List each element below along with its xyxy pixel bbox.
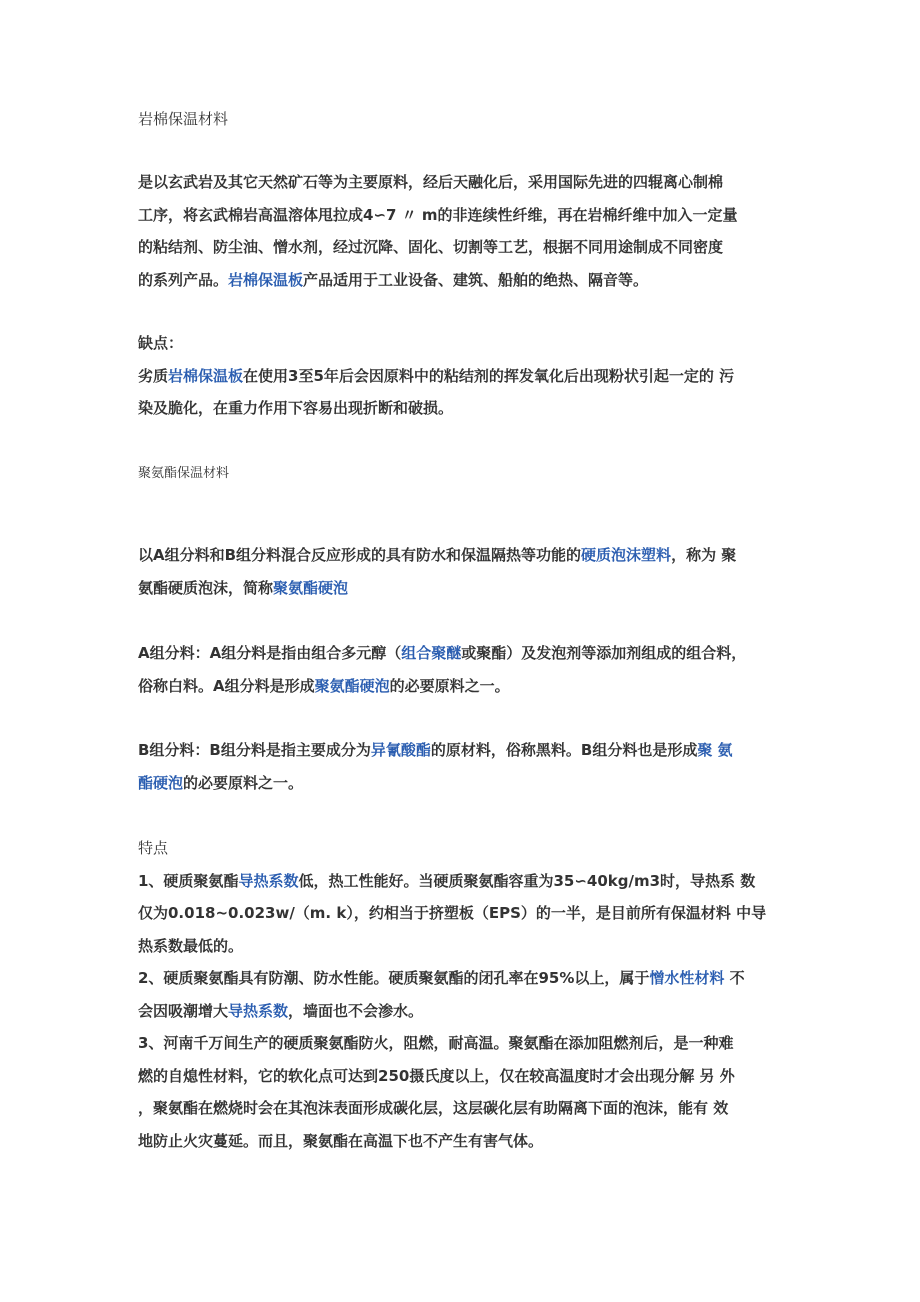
text-line: 俗称白料。A组分料是形成聚氨酯硬泡的必要原料之一。 <box>138 676 510 695</box>
link-rockwool-board[interactable]: 岩棉保温板 <box>228 270 304 289</box>
link-thermal-conductivity[interactable]: 导热系数 <box>238 871 299 890</box>
link-hydrophobic-material[interactable]: 憎水性材料 <box>649 969 725 987</box>
text-line: 氨酯硬质泡沫，简称聚氨酯硬泡 <box>138 578 349 597</box>
text-line: 劣质岩棉保温板在使用3至5年后会因原料中的粘结剂的挥发氧化后出现粉状引起一定的 污 <box>138 366 735 385</box>
features-block <box>138 832 798 1157</box>
section-title-rockwool: 岩棉保温材料 <box>138 110 229 128</box>
disadvantage-block <box>138 327 798 425</box>
polyurethane-intro <box>138 539 798 604</box>
link-isocyanate[interactable]: 异氰酸酯 <box>370 741 431 759</box>
text-line: 的系列产品。岩棉保温板产品适用于工业设备、建筑、船舶的绝热、隔音等。 <box>138 270 649 289</box>
text-line: 以A组分料和B组分料混合反应形成的具有防水和保温隔热等功能的硬质泡沫塑料，称为 聚 <box>138 546 737 564</box>
rockwool-description <box>138 166 798 296</box>
disadvantage-label: 缺点： <box>138 334 184 352</box>
text-line: B组分料：B组分料是指主要成分为异氰酸酯的原材料，俗称黑料。B组分料也是形成聚 氨 <box>138 741 733 759</box>
section-title-polyurethane: 聚氨酯保温材料 <box>138 466 230 481</box>
features-title: 特点 <box>138 839 169 857</box>
text-line: 是以玄武岩及其它天然矿石等为主要原料，经后天融化后，采用国际先进的四辊离心制棉 <box>138 173 724 191</box>
text-line: ，聚氨酯在燃烧时会在其泡沫表面形成碳化层，这层碳化层有助隔离下面的泡沫，能有 效 <box>138 1099 729 1117</box>
a-component-block <box>138 637 798 702</box>
text-line: 1、硬质聚氨酯导热系数低，热工性能好。当硬质聚氨酯容重为35∽40kg/m3时，导热系 数 <box>138 871 756 890</box>
link-combined-polyether[interactable]: 组合聚醚 <box>401 644 462 662</box>
text-line: 酯硬泡的必要原料之一。 <box>138 773 304 792</box>
text-line: 工序，将玄武棉岩高温溶体甩拉成4∽7 〃 m的非连续性纤维，再在岩棉纤维中加入一定量 <box>138 205 738 224</box>
link-rockwool-board-2[interactable]: 岩棉保温板 <box>168 366 244 385</box>
link-thermal-conductivity-2[interactable]: 导热系数 <box>228 1001 289 1020</box>
text-line: 2、硬质聚氨酯具有防潮、防水性能。硬质聚氨酯的闭孔率在95%以上，属于憎水性材料 不 <box>138 969 745 987</box>
link-pu-rigid-foam-3b[interactable]: 酯硬泡 <box>138 773 184 792</box>
text-line: 3、河南千万间生产的硬质聚氨酯防火，阻燃，耐高温。聚氨酯在添加阻燃剂后，是一种难 <box>138 1034 734 1052</box>
text-line: 的粘结剂、防尘油、憎水剂，经过沉降、固化、切割等工艺，根据不同用途制成不同密度 <box>138 238 724 256</box>
text-line: 热系数最低的。 <box>138 936 244 955</box>
link-pu-rigid-foam-2[interactable]: 聚氨酯硬泡 <box>314 676 390 695</box>
text-line: A组分料：A组分料是指由组合多元醇（组合聚醚或聚酯）及发泡剂等添加剂组成的组合料， <box>138 644 747 662</box>
b-component-block <box>138 734 798 799</box>
text-line: 仅为0.018~0.023w/（m. k），约相当于挤塑板（EPS）的一半，是目前所有保温材料 中导 <box>138 904 767 922</box>
text-line: 染及脆化，在重力作用下容易出现折断和破损。 <box>138 399 454 417</box>
text-line: 会因吸潮增大导热系数，墙面也不会渗水。 <box>138 1001 424 1020</box>
text-line: 燃的自熄性材料，它的软化点可达到250摄氏度以上，仅在较高温度时才会出现分解 另 外 <box>138 1066 735 1085</box>
link-rigid-foam-plastic[interactable]: 硬质泡沫塑料 <box>581 546 672 564</box>
link-pu-rigid-foam[interactable]: 聚氨酯硬泡 <box>273 578 349 597</box>
text-line: 地防止火灾蔓延。而且，聚氨酯在高温下也不产生有害气体。 <box>138 1131 544 1150</box>
link-pu-rigid-foam-3a[interactable]: 聚 氨 <box>697 741 733 759</box>
